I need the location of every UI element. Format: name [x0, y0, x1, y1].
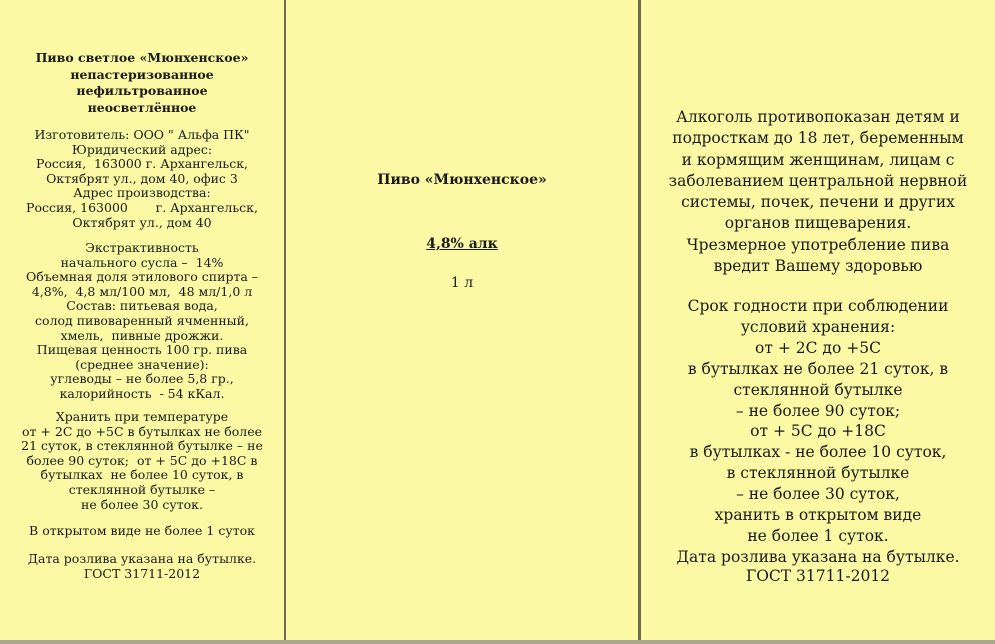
shelf-life-line: условий хранения:: [740, 317, 896, 336]
composition-line: хмель, пивные дрожжи.: [60, 327, 224, 343]
storage-line: от + 2С до +5С в бутылках не более: [22, 423, 262, 439]
shelf-life-line: в бутылках - не более 10 суток,: [689, 443, 947, 462]
composition-line: Пищевая ценность 100 гр. пива: [36, 342, 248, 358]
composition-line: углеводы – не более 5,8 гр.,: [50, 371, 234, 387]
manufacturer-line: Юридический адрес:: [71, 141, 213, 157]
volume: 1 л: [450, 275, 474, 291]
warning-line: вредит Вашему здоровью: [713, 257, 923, 276]
warning-line: и кормящим женщинам, лицам с: [681, 150, 955, 169]
product-title-line: непастеризованное: [70, 66, 214, 82]
shelf-life-line: стеклянной бутылке: [733, 380, 903, 399]
shelf-life-line: от + 5С до +18С: [750, 422, 886, 441]
warning-line: Чрезмерное употребление пива: [686, 235, 950, 254]
warning-line: органов пищеварения.: [724, 214, 912, 233]
composition-line: калорийность - 54 кКал.: [59, 385, 225, 401]
shelf-life-line: Дата розлива указана на бутылке.: [676, 547, 960, 566]
composition-line: солод пивоваренный ячменный,: [35, 312, 249, 328]
sheet-bottom-edge: [0, 640, 995, 644]
storage-line: более 90 суток; от + 5С до +18С в: [26, 452, 258, 468]
left-panel: [0, 0, 284, 644]
shelf-life-line: не более 1 суток.: [747, 526, 889, 545]
warning-line: заболеванием центральной нервной: [668, 171, 968, 190]
product-title-line: неосветлённое: [87, 99, 197, 115]
manufacturer-line: Изготовитель: ООО " Альфа ПК": [34, 127, 250, 142]
composition-line: Экстрактивность: [85, 240, 199, 255]
alcohol-content: 4,8% алк: [426, 236, 498, 252]
warning-line: Алкоголь противопоказан детям и: [676, 108, 960, 126]
composition-line: начального сусла – 14%: [60, 254, 224, 270]
manufacturer-line: Октябрят ул., дом 40, офис 3: [46, 170, 238, 186]
manufacturer-line: Россия, 163000 г. Архангельск,: [35, 156, 249, 172]
shelf-life-line: хранить в открытом виде: [714, 506, 922, 525]
manufacturer-block: [0, 128, 284, 230]
gost-standard: ГОСТ 31711-2012: [745, 567, 891, 585]
middle-panel: [286, 0, 638, 644]
shelf-life-block: [641, 296, 995, 568]
manufacturer-line: Россия, 163000 г. Архангельск,: [26, 199, 258, 215]
warning-line: системы, почек, печени и других: [681, 193, 955, 212]
health-warning-block: [641, 107, 995, 277]
gost-line: ГОСТ 31711-2012: [83, 565, 201, 581]
storage-line: бутылках не более 10 суток, в: [40, 467, 244, 483]
warning-line: подросткам до 18 лет, беременным: [672, 129, 964, 148]
composition-line: 4,8%, 4,8 мл/100 мл, 48 мл/1,0 л: [31, 283, 253, 299]
shelf-life-line: в стеклянной бутылке: [726, 464, 910, 483]
product-title-line: Пиво светлое «Мюнхенское»: [35, 50, 249, 65]
bottling-date-block: [0, 552, 284, 581]
shelf-life-line: – не более 30 суток,: [736, 485, 900, 504]
shelf-life-line: – не более 90 суток;: [735, 401, 901, 420]
storage-block: [0, 410, 284, 512]
storage-line: 21 суток, в стеклянной бутылке – не: [21, 438, 263, 454]
shelf-life-line: в бутылках не более 21 суток, в: [687, 359, 949, 378]
shelf-life-line: от + 2С до +5С: [755, 338, 881, 357]
product-title-block: [0, 50, 284, 116]
storage-line: не более 30 суток.: [81, 496, 203, 512]
beer-name: Пиво «Мюнхенское»: [377, 172, 547, 188]
manufacturer-line: Октябрят ул., дом 40: [72, 214, 212, 230]
bottling-date-line: Дата розлива указана на бутылке.: [27, 551, 257, 566]
shelf-life-line: Срок годности при соблюдении: [687, 297, 949, 315]
storage-line: Хранить при температуре: [55, 409, 229, 424]
product-title-line: нефильтрованное: [76, 83, 208, 98]
manufacturer-line: Адрес производства:: [73, 185, 211, 201]
composition-line: Объемная доля этилового спирта –: [25, 269, 259, 285]
composition-block: [0, 241, 284, 402]
composition-line: Состав: питьевая вода,: [66, 298, 218, 314]
composition-line: (среднее значение):: [75, 356, 209, 372]
right-panel: [641, 0, 995, 644]
storage-line: стеклянной бутылке –: [68, 481, 216, 497]
open-storage-note: В открытом виде не более 1 суток: [29, 523, 255, 538]
